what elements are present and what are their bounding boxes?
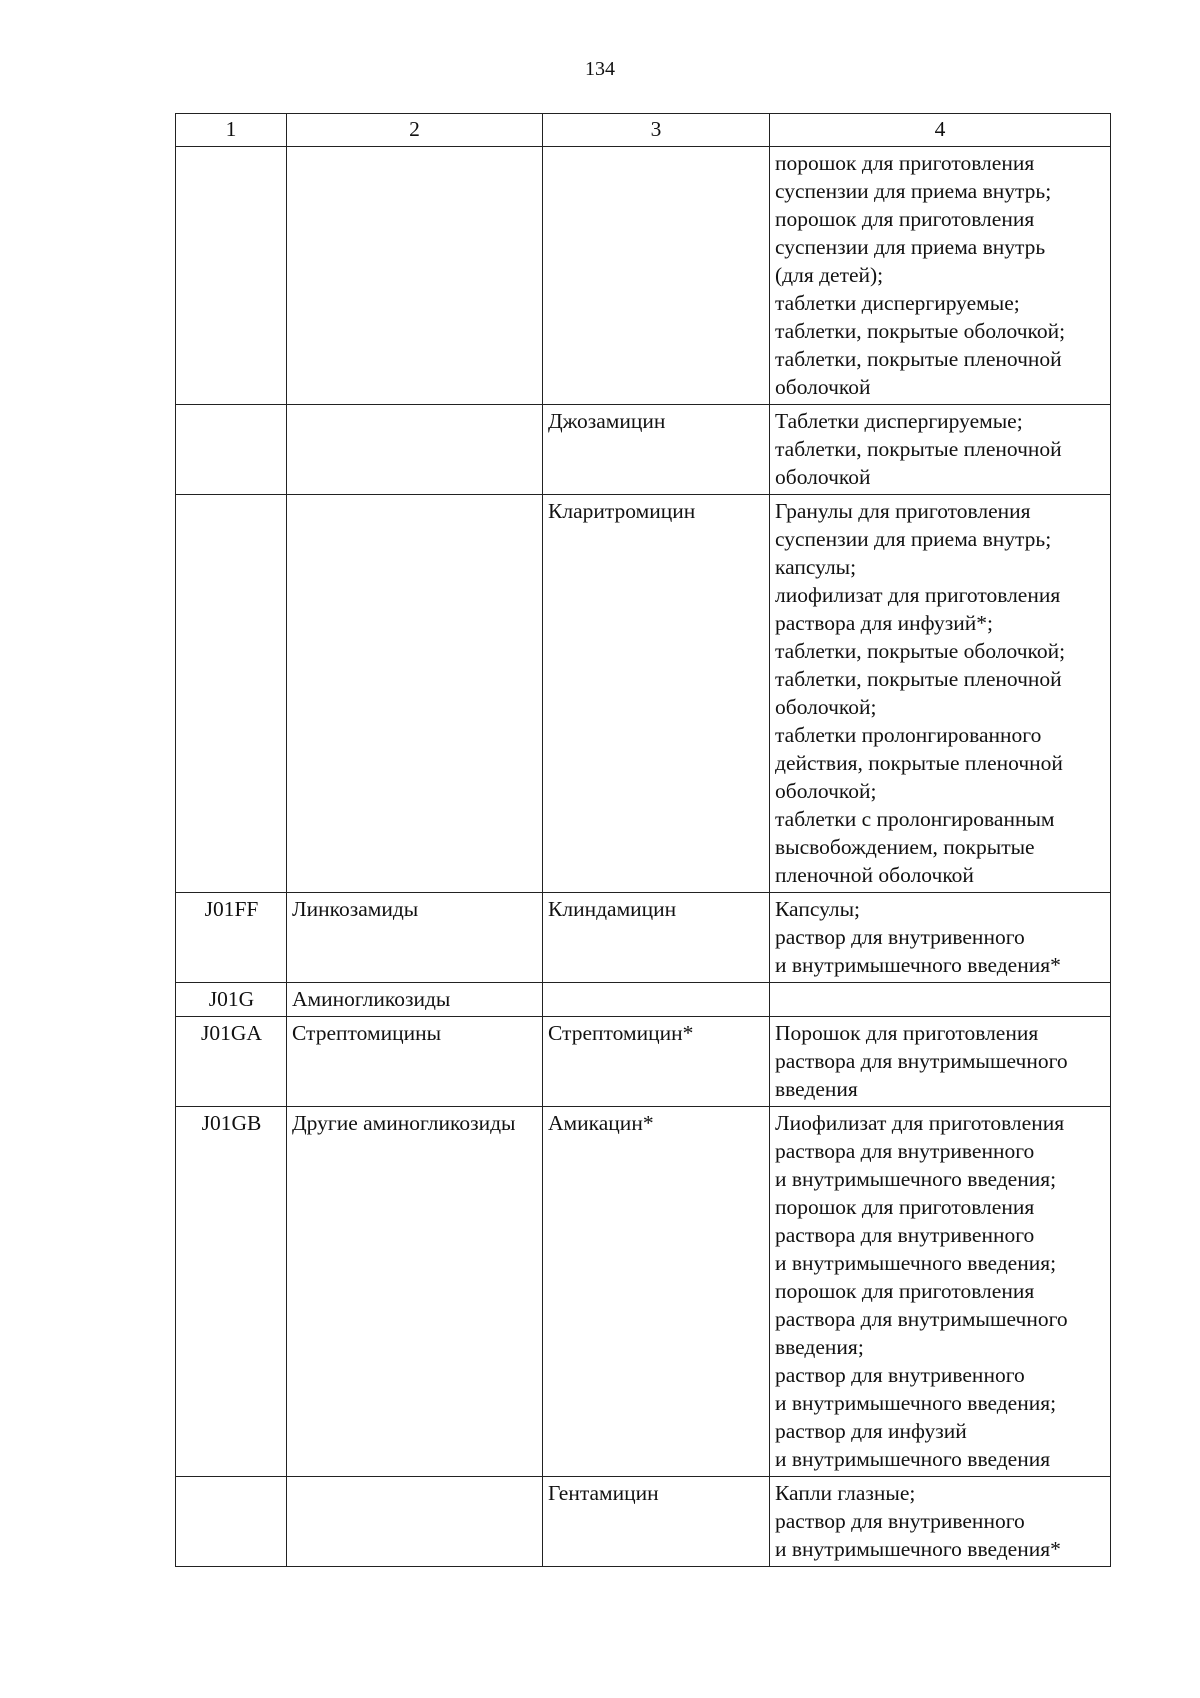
dosage-form-line: и внутримышечного введения*: [775, 1537, 1061, 1561]
group-name-cell: Другие аминогликозиды: [287, 1107, 543, 1477]
dosage-form-line: суспензии для приема внутрь;: [775, 179, 1052, 203]
group-name-cell: Линкозамиды: [287, 893, 543, 983]
dosage-form-line: Капли глазные;: [775, 1481, 916, 1505]
group-name-cell: Аминогликозиды: [287, 983, 543, 1017]
drug-name-cell: [543, 147, 770, 405]
dosage-form-line: таблетки диспергируемые;: [775, 291, 1020, 315]
dosage-form-line: раствора для инфузий*;: [775, 611, 993, 635]
atc-code-cell: [176, 495, 287, 893]
atc-code-cell: J01GA: [176, 1017, 287, 1107]
group-name-cell: Стрептомицины: [287, 1017, 543, 1107]
dosage-form-line: пленочной оболочкой: [775, 863, 974, 887]
atc-code-cell: [176, 1477, 287, 1567]
drug-name-cell: Клиндамицин: [543, 893, 770, 983]
table-row: [176, 893, 1111, 983]
dosage-form-line: введения: [775, 1077, 858, 1101]
dosage-form-line: Лиофилизат для приготовления: [775, 1111, 1065, 1135]
table-row: [176, 1477, 1111, 1567]
table-row: [176, 983, 1111, 1017]
table-row: [176, 405, 1111, 495]
table-row: [176, 147, 1111, 405]
group-name-cell: [287, 405, 543, 495]
drug-name-cell: Амикацин*: [543, 1107, 770, 1477]
dosage-forms-cell: [770, 983, 1111, 1017]
dosage-form-line: раствор для внутривенного: [775, 925, 1025, 949]
dosage-form-line: и внутримышечного введения: [775, 1447, 1051, 1471]
dosage-form-line: суспензии для приема внутрь: [775, 235, 1046, 259]
dosage-form-line: порошок для приготовления: [775, 151, 1035, 175]
column-header: 3: [543, 114, 770, 147]
table-header-row: [176, 114, 1111, 147]
atc-code-cell: J01GB: [176, 1107, 287, 1477]
dosage-form-line: Гранулы для приготовления: [775, 499, 1031, 523]
dosage-forms-cell: [770, 405, 1111, 495]
dosage-form-line: раствор для инфузий: [775, 1419, 967, 1443]
dosage-form-line: и внутримышечного введения;: [775, 1251, 1057, 1275]
dosage-form-line: Капсулы;: [775, 897, 861, 921]
dosage-forms-cell: [770, 1017, 1111, 1107]
dosage-form-line: таблетки, покрытые оболочкой;: [775, 319, 1066, 343]
drug-name-cell: Кларитромицин: [543, 495, 770, 893]
dosage-form-line: Таблетки диспергируемые;: [775, 409, 1023, 433]
dosage-form-line: раствора для внутривенного: [775, 1223, 1035, 1247]
dosage-form-line: раствор для внутривенного: [775, 1363, 1025, 1387]
dosage-forms-cell: [770, 1107, 1111, 1477]
atc-code-cell: [176, 147, 287, 405]
dosage-form-line: действия, покрытые пленочной: [775, 751, 1063, 775]
drug-name-cell: Гентамицин: [543, 1477, 770, 1567]
drug-name-cell: Джозамицин: [543, 405, 770, 495]
page-number: 134: [585, 58, 615, 80]
dosage-form-line: и внутримышечного введения;: [775, 1391, 1057, 1415]
dosage-form-line: и внутримышечного введения;: [775, 1167, 1057, 1191]
dosage-form-line: раствор для внутривенного: [775, 1509, 1025, 1533]
dosage-form-line: суспензии для приема внутрь;: [775, 527, 1052, 551]
group-name-cell: [287, 1477, 543, 1567]
dosage-form-line: таблетки, покрытые пленочной: [775, 437, 1062, 461]
column-header: 1: [176, 114, 287, 147]
dosage-form-line: таблетки, покрытые оболочкой;: [775, 639, 1066, 663]
drug-name-cell: Стрептомицин*: [543, 1017, 770, 1107]
dosage-form-line: раствора для внутримышечного: [775, 1049, 1068, 1073]
dosage-form-line: порошок для приготовления: [775, 1195, 1035, 1219]
dosage-form-line: Порошок для приготовления: [775, 1021, 1039, 1045]
dosage-forms-cell: [770, 1477, 1111, 1567]
dosage-form-line: введения;: [775, 1335, 864, 1359]
atc-code-cell: J01G: [176, 983, 287, 1017]
drug-name-cell: [543, 983, 770, 1017]
dosage-form-line: высвобождением, покрытые: [775, 835, 1035, 859]
dosage-forms-cell: [770, 147, 1111, 405]
dosage-form-line: лиофилизат для приготовления: [775, 583, 1061, 607]
dosage-form-line: оболочкой: [775, 375, 871, 399]
group-name-cell: [287, 147, 543, 405]
column-header: 2: [287, 114, 543, 147]
dosage-form-line: таблетки, покрытые пленочной: [775, 667, 1062, 691]
dosage-form-line: порошок для приготовления: [775, 207, 1035, 231]
atc-code-cell: J01FF: [176, 893, 287, 983]
column-header: 4: [770, 114, 1111, 147]
dosage-form-line: (для детей);: [775, 263, 884, 287]
atc-code-cell: [176, 405, 287, 495]
dosage-form-line: таблетки пролонгированного: [775, 723, 1042, 747]
table-row: [176, 1107, 1111, 1477]
dosage-form-line: оболочкой;: [775, 695, 877, 719]
dosage-form-line: и внутримышечного введения*: [775, 953, 1061, 977]
dosage-forms-cell: [770, 495, 1111, 893]
dosage-form-line: раствора для внутримышечного: [775, 1307, 1068, 1331]
group-name-cell: [287, 495, 543, 893]
dosage-form-line: капсулы;: [775, 555, 857, 579]
dosage-form-line: таблетки, покрытые пленочной: [775, 347, 1062, 371]
dosage-form-line: таблетки с пролонгированным: [775, 807, 1055, 831]
dosage-forms-cell: [770, 893, 1111, 983]
dosage-form-line: порошок для приготовления: [775, 1279, 1035, 1303]
table-row: [176, 495, 1111, 893]
dosage-form-line: оболочкой: [775, 465, 871, 489]
dosage-form-line: оболочкой;: [775, 779, 877, 803]
dosage-form-line: раствора для внутривенного: [775, 1139, 1035, 1163]
table-row: [176, 1017, 1111, 1107]
drug-table: [175, 113, 1111, 1567]
